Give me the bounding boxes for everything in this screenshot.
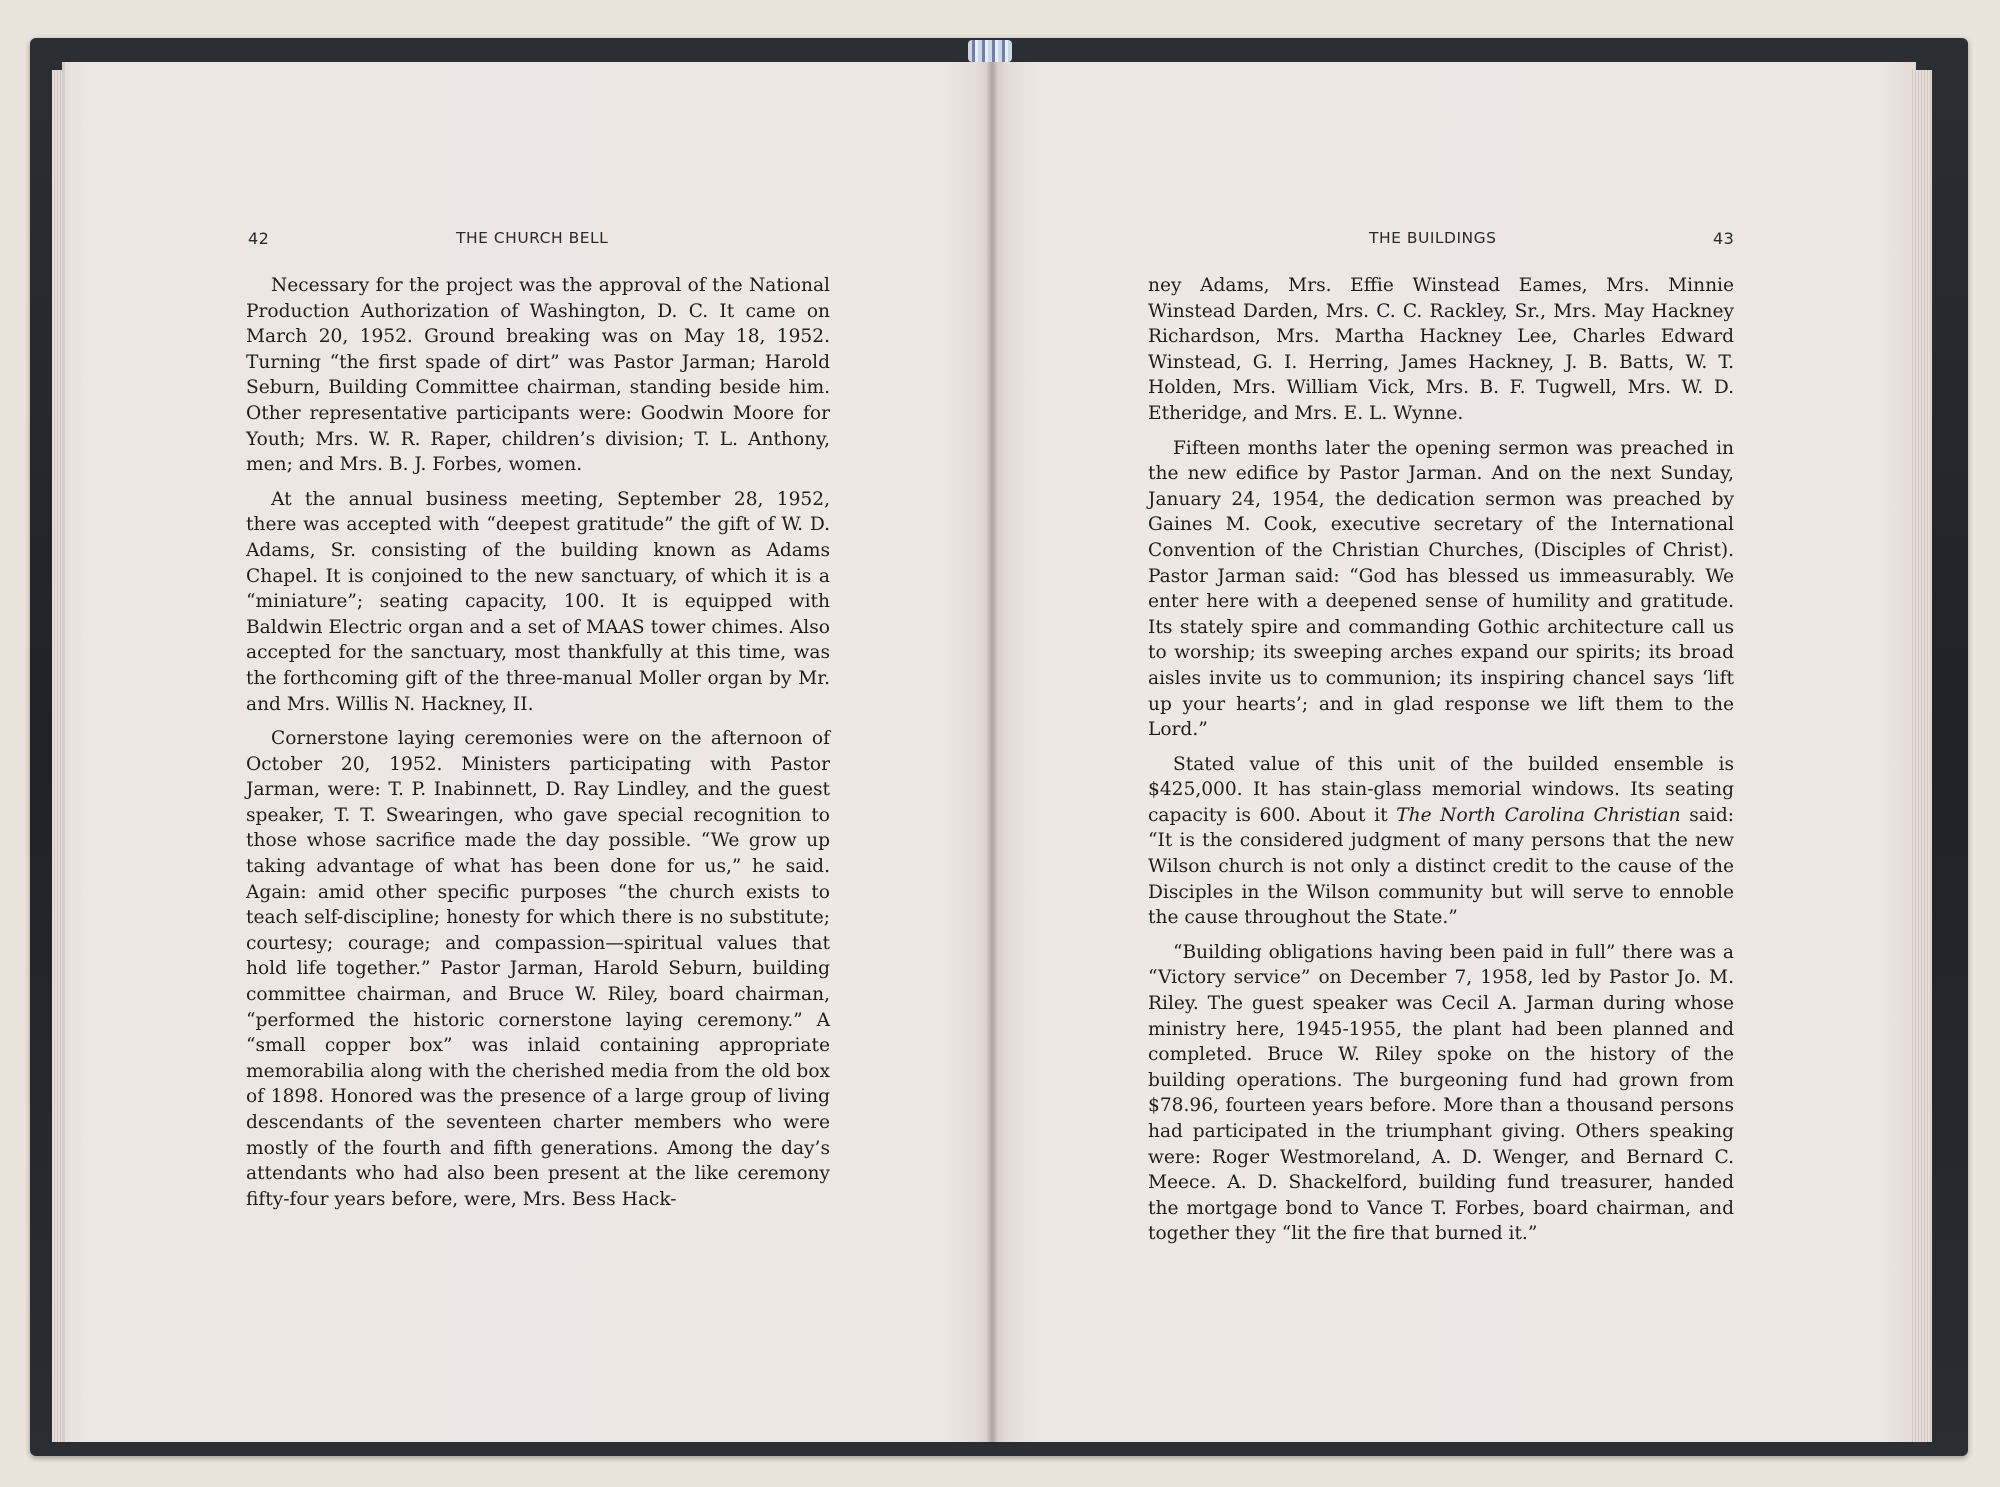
left-running-head: THE CHURCH BELL <box>456 229 609 247</box>
paragraph: “Building obligations having been paid in full” there was a “Victory service” on December 7, 1958, led by Pastor Jo. M. Riley. The guest speaker was Cecil A. Jarman during whose ministry here, 1945-1955, the plant had been planned and completed. Bruce W. Riley spoke on the history of the building operations. The burgeoning fund had grown from $78.96, fourteen years before. More than a thousand persons had participated in the triumphant giving. Others speaking were: Roger Westmoreland, A. D. Wenger, and Bernard C. Meece. A. D. Shackelford, building fund treasurer, handed the mortgage bond to Vance T. Forbes, board chairman, and together they “lit the fire that burned it.” <box>1148 941 1734 1245</box>
left-page-body <box>246 273 830 1221</box>
right-page-edges <box>1910 70 1932 1442</box>
paragraph: Fifteen months later the opening sermon was preached in the new edifice by Pastor Jarman. And on the next Sunday, January 24, 1954, the dedication sermon was preached by Gaines M. Cook, executive secretary of the International Convention of the Christian Churches, (Disciples of Christ). Pastor Jarman said: “God has blessed us immeasurably. We enter here with a deepened sense of humility and gratitude. Its stately spire and commanding Gothic architecture call us to worship; its sweeping arches expand our spirits; its broad aisles invite us to communion; its inspiring chancel says ‘lift up your hearts’; and in glad response we lift them to the Lord.” <box>1148 437 1734 741</box>
right-running-head: THE BUILDINGS <box>1369 229 1497 247</box>
paragraph-text: Stated value of this unit of the builded ensemble is $425,000. It has stain-glass memorial windows. Its seating capacity is 600. About it <box>1148 753 1734 826</box>
left-page-number: 42 <box>248 229 270 248</box>
paragraph: Cornerstone laying ceremonies were on the afternoon of October 20, 1952. Ministers participating with Pastor Jarman, were: T. P. Inabinnett, D. Ray Lindley, and the guest speaker, T. T. Swearingen, who gave special recognition to those whose sacrifice made the day possible. “We grow up taking advantage of what has been done for us,” he said. Again: amid other specific purposes “the church exists to teach self-discipline; honesty for which there is no substitute; courtesy; courage; and compassion—spiritual values that hold life together.” Pastor Jarman, Harold Seburn, building committee chairman, and Bruce W. Riley, board chairman, “performed the historic cornerstone laying ceremony.” A “small copper box” was inlaid containing appropriate memorabilia along with the cherished media from the old box of 1898. Honored was the presence of a large group of living descendants of the seventeen charter members who were mostly of the fourth and fifth generations. Among the day’s attendants who had also been present at the like ceremony fifty-four years before, were, Mrs. Bess Hack- <box>246 728 830 1210</box>
paragraph-text: said: “It is the considered judgment of many persons that the new Wilson church is not only a distinct credit to the cause of the Disciples in the Wilson community but will serve to ennoble the cause throughout the State.” <box>1148 804 1734 929</box>
paragraph: At the annual business meeting, September 28, 1952, there was accepted with “deepest gratitude” the gift of W. D. Adams, Sr. consisting of the building known as Adams Chapel. It is conjoined to the new sanctuary, of which it is a “miniature”; seating capacity, 100. It is equipped with Baldwin Electric organ and a set of MAAS tower chimes. Also accepted for the sanctuary, most thankfully at this time, was the forthcoming gift of the three-manual Moller organ by Mr. and Mrs. Willis N. Hackney, II. <box>246 488 830 715</box>
right-page-number: 43 <box>1713 229 1735 248</box>
paragraph <box>1148 752 1734 931</box>
paragraph-continuation: ney Adams, Mrs. Effie Winstead Eames, Mrs. Minnie Winstead Darden, Mrs. C. C. Rackley, Sr., Mrs. May Hackney Richardson, Mrs. Martha Hackney Lee, Charles Edward Winstead, G. I. Herring, James Hackney, J. B. Batts, W. T. Holden, Mrs. William Vick, Mrs. B. F. Tugwell, Mrs. W. D. Etheridge, and Mrs. E. L. Wynne. <box>1148 275 1734 424</box>
book-headband <box>968 40 1012 62</box>
paragraph: Necessary for the project was the approval of the National Production Authorization of Washington, D. C. It came on March 20, 1952. Ground breaking was on May 18, 1952. Turning “the first spade of dirt” was Pastor Jarman; Harold Seburn, Building Committee chairman, standing beside him. Other representative participants were: Goodwin Moore for Youth; Mrs. W. R. Raper, children’s division; T. L. Anthony, men; and Mrs. B. J. Forbes, women. <box>246 275 830 476</box>
book-gutter <box>986 62 998 1442</box>
publication-title: The North Carolina Christian <box>1396 804 1681 826</box>
right-page-body <box>1148 273 1734 1256</box>
